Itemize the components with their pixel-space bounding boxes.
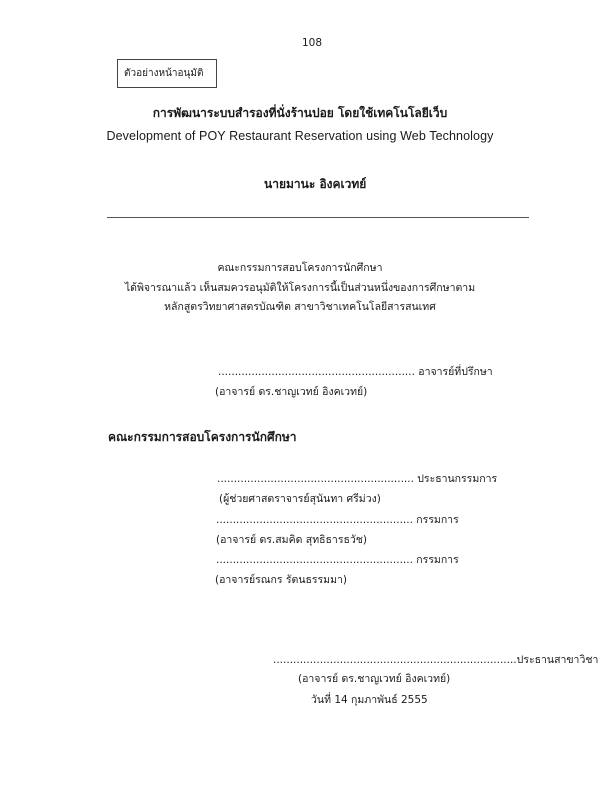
- member-signature-line: ........................................................... กรรมการ: [216, 514, 459, 526]
- sample-label: ตัวอย่างหน้าอนุมัติ: [124, 68, 204, 79]
- committee-statement-line: คณะกรรมการสอบโครงการนักศึกษา: [217, 262, 383, 274]
- committee-statement-line: หลักสูตรวิทยาศาสตรบัณฑิต สาขาวิชาเทคโนโลยีสารสนเทศ: [164, 301, 436, 313]
- department-head-name: (อาจารย์ ดร.ชาญเวทย์ อิงคเวทย์): [298, 673, 451, 685]
- thesis-title-english: Development of POY Restaurant Reservation using Web Technology: [106, 129, 494, 143]
- horizontal-divider: [107, 217, 529, 218]
- member-name: (อาจารย์ ดร.สมคิด สุทธิธารธวัช): [216, 534, 367, 546]
- chair-name: (ผู้ช่วยศาสตราจารย์สุนันทา ศรีม่วง): [219, 493, 381, 505]
- member-signature-line: ........................................................... กรรมการ: [216, 554, 459, 566]
- chair-signature-line: ........................................................... ประธานกรรมการ: [217, 473, 498, 485]
- author-name: นายมานะ อิงคเวทย์: [264, 177, 367, 191]
- page-number: 108: [302, 37, 323, 49]
- member-name: (อาจารย์รณกร รัตนธรรมมา): [215, 574, 348, 586]
- advisor-signature-line: ........................................................... อาจารย์ที่ปรึกษา: [218, 366, 493, 378]
- advisor-name: (อาจารย์ ดร.ชาญเวทย์ อิงคเวทย์): [215, 386, 368, 398]
- approval-date: วันที่ 14 กุมภาพันธ์ 2555: [311, 694, 428, 706]
- committee-heading: คณะกรรมการสอบโครงการนักศึกษา: [108, 430, 297, 444]
- committee-statement-line: ได้พิจารณาแล้ว เห็นสมควรอนุมัติให้โครงการนี้เป็นส่วนหนึ่งของการศึกษาตาม: [124, 282, 476, 294]
- thesis-title-thai: การพัฒนาระบบสำรองที่นั่งร้านปอย โดยใช้เทคโนโลยีเว็บ: [152, 106, 448, 120]
- department-head-signature-line: .........................................................................ประธานสาขาวิชา: [273, 654, 599, 666]
